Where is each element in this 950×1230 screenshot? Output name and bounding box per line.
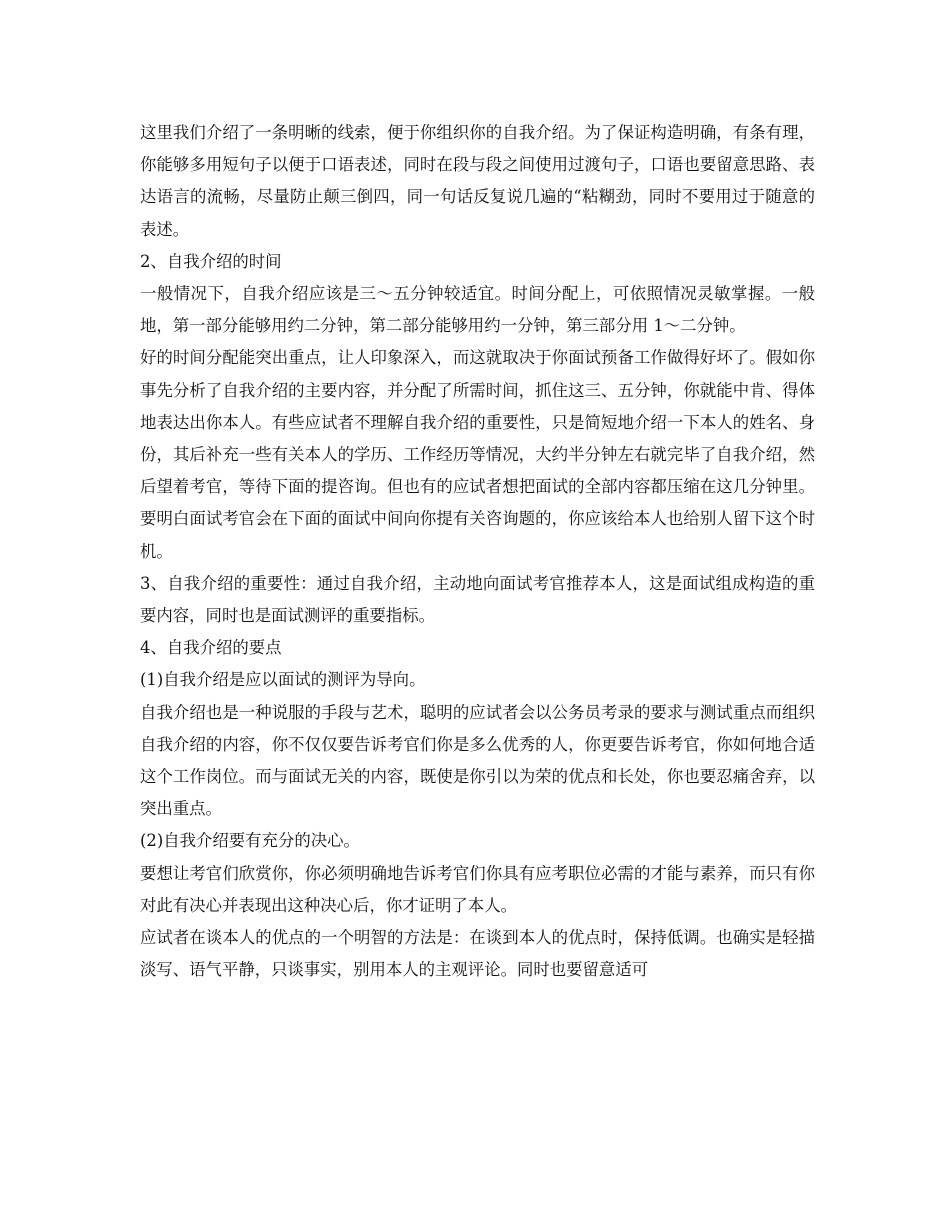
subheading-point-2: (2)自我介绍要有充分的决心。 (140, 831, 360, 851)
paragraph-intro-importance: 3、自我介绍的重要性：通过自我介绍，主动地向面试考官推荐本人，这是面试组成构造的重要内容，同时也是面试测评的重要指标。 (140, 573, 815, 626)
paragraph-strengths-method: 应试者在谈本人的优点的一个明智的方法是：在谈到本人的优点时，保持低调。也确实是轻描淡写、语气平静，只谈事实，别用本人的主观评论。同时也要留意适可 (140, 928, 815, 980)
heading-intro-key-points: 4、自我介绍的要点 (140, 638, 282, 658)
subheading-point-1: (1)自我介绍是应以面试的测评为导向。 (140, 670, 426, 690)
paragraph-intro-clue: 这里我们介绍了一条明晰的线索，便于你组织你的自我介绍。为了保证构造明确，有条有理，你能够多用短句子以便于口语表述，同时在段与段之间使用过渡句子，口语也要留意思路、表达语言的流畅，尽量防止颠三倒四，同一句话反复说几遍的“粘糊劲，同时不要用过于随意的表述。 (140, 123, 815, 239)
paragraph-point-1: 自我介绍也是一种说服的手段与艺术，聪明的应试者会以公务员考录的要求与测试重点而组织自我介绍的内容，你不仅仅要告诉考官们你是多么优秀的人，你更要告诉考官，你如何地合适这个工作岗位。而与面试无关的内容，既使是你引以为荣的优点和长处，你也要忍痛舍弃，以突出重点。 (140, 702, 815, 819)
paragraph-time-importance: 好的时间分配能突出重点，让人印象深入，而这就取决于你面试预备工作做得好坏了。假如你事先分析了自我介绍的主要内容，并分配了所需时间，抓住这三、五分钟，你就能中肯、得体地表达出你本人。有些应试者不理解自我介绍的重要性，只是简短地介绍一下本人的姓名、身份，其后补充一些有关本人的学历、工作经历等情况，大约半分钟左右就完毕了自我介绍，然后望着考官，等待下面的提咨询。但也有的应试者想把面试的全部内容都压缩在这几分钟里。要明白面试考官会在下面的面试中间向你提有关咨询题的，你应该给本人也给别人留下这个时机。 (140, 348, 815, 561)
heading-intro-time: 2、自我介绍的时间 (140, 251, 282, 271)
paragraph-point-2: 要想让考官们欣赏你，你必须明确地告诉考官们你具有应考职位必需的才能与素养，而只有你对此有决心并表现出这种决心后，你才证明了本人。 (140, 863, 815, 915)
paragraph-time-allocation: 一般情况下，自我介绍应该是三～五分钟较适宜。时间分配上，可依照情况灵敏掌握。一般地，第一部分能够用约二分钟，第二部分能够用约一分钟，第三部分用 1～二分钟。 (140, 284, 815, 336)
document-body (140, 117, 815, 986)
